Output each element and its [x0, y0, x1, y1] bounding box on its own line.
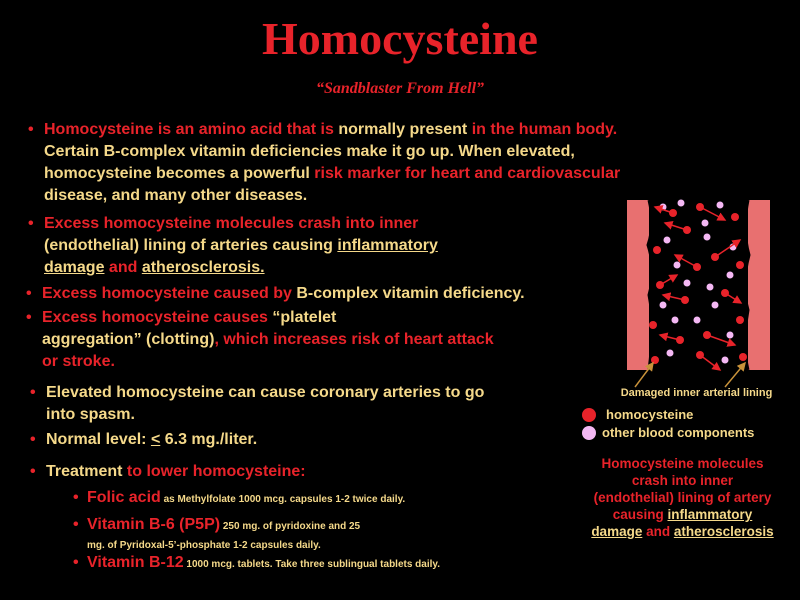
- bullet-text: and: [104, 259, 142, 276]
- treatment-detail: 1000 mcg. tablets. Take three sublingual tablets daily.: [183, 559, 441, 570]
- bullet-dot: •: [73, 516, 79, 533]
- bullet-highlight: B-complex vitamin deficiency.: [296, 285, 525, 302]
- bullet-highlight: Treatment: [46, 463, 123, 480]
- bullet-text: , which increases risk of heart attack: [214, 331, 494, 348]
- legend-other-dot: [582, 426, 596, 440]
- desc-line: causing: [612, 507, 668, 522]
- treatment-b12: [73, 554, 547, 573]
- bullet-dot: •: [73, 554, 79, 571]
- bullet-underline: inflammatory: [337, 237, 438, 254]
- legend-other-label: other blood components: [602, 425, 755, 440]
- bullet-highlight: aggregation” (clotting): [42, 331, 215, 348]
- impact-arrows: [655, 207, 741, 370]
- bullet-text: Homocysteine is an amino acid that is: [44, 121, 339, 138]
- bullet-treatment: [30, 461, 446, 483]
- bullet-highlight: Normal level:: [46, 431, 151, 448]
- bullet-underline: <: [150, 431, 161, 448]
- bullet-dot: •: [26, 309, 32, 326]
- diagram-caption: Damaged inner arterial lining: [620, 387, 773, 399]
- page-title: Homocysteine: [262, 13, 538, 64]
- bullet-text: to lower homocysteine:: [122, 463, 306, 480]
- artery-diagram: [615, 195, 775, 390]
- desc-line: Homocysteine molecules: [601, 456, 764, 471]
- bullet-text: Excess homocysteine causes: [42, 309, 273, 326]
- bullet-dot: •: [30, 384, 36, 401]
- bullet-platelet: [26, 307, 602, 373]
- legend-homocysteine-label: homocysteine: [606, 407, 694, 422]
- page-subtitle: “Sandblaster From Hell”: [315, 80, 485, 97]
- treatment-detail: 250 mg. of pyridoxine and 25: [220, 521, 361, 532]
- bullet-text: Excess homocysteine molecules crash into inner: [44, 215, 419, 232]
- bullet-dot: •: [28, 121, 34, 138]
- treatment-name: Folic acid: [87, 489, 161, 506]
- treatment-detail: mg. of Pyridoxal-5’-phosphate 1-2 capsules daily.: [87, 540, 321, 551]
- bullet-text: risk marker for heart and cardiovascular: [314, 165, 621, 182]
- treatment-detail: as Methylfolate 1000 mcg. capsules 1-2 twice daily.: [160, 494, 406, 505]
- treatment-name: Vitamin B-6 (P5P): [87, 516, 221, 533]
- bullet-amino-acid: [28, 119, 744, 207]
- bullet-highlight: into spasm.: [46, 406, 135, 423]
- artery-wall-left: [627, 200, 649, 370]
- bullet-text: Excess homocysteine caused by: [42, 285, 297, 302]
- desc-underline: inflammatory: [667, 507, 753, 522]
- bullet-b-complex: [26, 283, 622, 305]
- bullet-dot: •: [73, 489, 79, 506]
- bullet-highlight: normally present: [338, 121, 468, 138]
- legend-homocysteine-dot: [582, 408, 596, 422]
- bullet-text: in the human body.: [467, 121, 618, 138]
- caption-pointers: [635, 363, 745, 387]
- bullet-dot: •: [30, 431, 36, 448]
- desc-line: crash into inner: [631, 473, 734, 488]
- bullet-underline: atherosclerosis.: [141, 259, 265, 276]
- desc-line: and: [642, 524, 674, 539]
- bullet-normal-level: [30, 429, 446, 451]
- artery-wall-right: [748, 200, 770, 370]
- diagram-description: [570, 455, 795, 540]
- bullet-dot: •: [28, 215, 34, 232]
- desc-underline: damage: [591, 524, 643, 539]
- bullet-highlight: homocysteine becomes a powerful: [44, 165, 315, 182]
- treatment-folic-acid: [73, 489, 547, 508]
- bullet-highlight: 6.3 mg./liter.: [160, 431, 258, 448]
- bullet-text: or stroke.: [42, 353, 115, 370]
- treatment-b6: [73, 516, 547, 554]
- treatment-name: Vitamin B-12: [87, 554, 184, 571]
- bullet-dot: •: [30, 463, 36, 480]
- desc-line: (endothelial) lining of artery: [593, 490, 772, 505]
- bullet-spasm: [30, 382, 606, 426]
- bullet-highlight: Elevated homocysteine can cause coronary arteries to go: [46, 384, 485, 401]
- desc-underline: atherosclerosis: [673, 524, 774, 539]
- bullet-underline: damage: [44, 259, 105, 276]
- blood-particles: [649, 200, 747, 365]
- bullet-highlight: disease, and many other diseases.: [44, 187, 308, 204]
- bullet-dot: •: [26, 285, 32, 302]
- bullet-highlight: “platelet: [272, 309, 337, 326]
- bullet-highlight: Certain B-complex vitamin deficiencies make it go up. When elevated,: [44, 143, 575, 160]
- bullet-highlight: (endothelial) lining of arteries causing: [44, 237, 338, 254]
- bullet-endothelial: [28, 213, 564, 279]
